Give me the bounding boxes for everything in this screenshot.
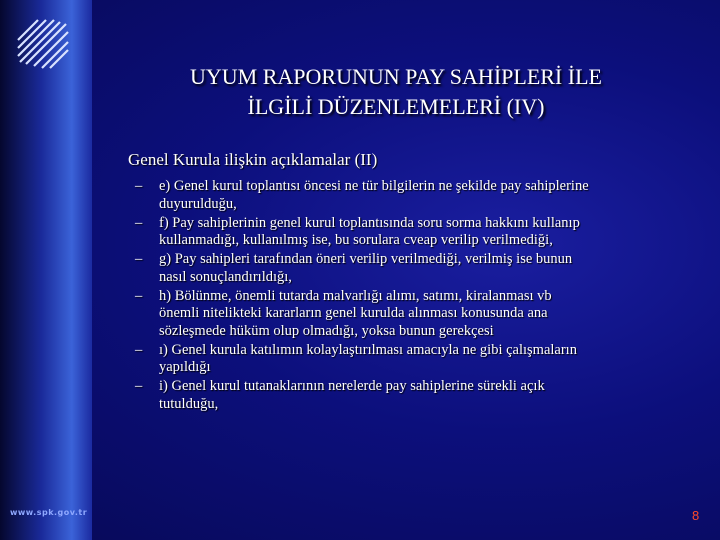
- list-item-line: e) Genel kurul toplantısı öncesi ne tür bilgilerin ne şekilde pay sahiplerine: [159, 178, 589, 194]
- left-sidebar-bar: [0, 0, 92, 540]
- list-item-line: nasıl sonuçlandırıldığı,: [159, 268, 292, 285]
- list-item-line: g) Pay sahipleri tarafından öneri verilip verilmediği, verilmiş ise bunun: [159, 251, 573, 267]
- bullet-list: [135, 178, 700, 415]
- list-item: [135, 215, 700, 250]
- slide-title-line-1: UYUM RAPORUNUN PAY SAHİPLERİ İLE: [190, 64, 602, 89]
- bullet-dash: –: [135, 178, 143, 194]
- list-item: [135, 251, 700, 286]
- list-item-line: i) Genel kurul tutanaklarının nerelerde pay sahiplerine sürekli açık: [159, 378, 545, 394]
- list-item-line: önemli nitelikteki kararların genel kurulda alınması konusunda ana: [159, 305, 548, 321]
- list-item-line: tutulduğu,: [159, 395, 219, 412]
- bullet-dash: –: [135, 251, 143, 267]
- list-item-line: ı) Genel kurula katılımın kolaylaştırılması amacıyla ne gibi çalışmaların: [159, 341, 577, 358]
- list-item-line: sözleşmede hüküm olup olmadığı, yoksa bunun gerekçesi: [159, 322, 494, 339]
- slide-subtitle: Genel Kurula ilişkin açıklamalar (II): [128, 150, 378, 169]
- page-number: 8: [692, 508, 700, 523]
- list-item-line: duyurulduğu,: [159, 195, 237, 212]
- list-item: [135, 378, 700, 413]
- slide-title-line-2: İLGİLİ DÜZENLEMELERİ (IV): [247, 94, 545, 119]
- bullet-dash: –: [135, 378, 143, 394]
- bullet-dash: –: [135, 287, 143, 304]
- list-item: [135, 288, 700, 341]
- list-item-line: yapıldığı: [159, 359, 211, 375]
- list-item-line: f) Pay sahiplerinin genel kurul toplantısında soru sorma hakkını kullanıp: [159, 214, 580, 231]
- slide-title: [96, 62, 696, 122]
- list-item: [135, 342, 700, 377]
- list-item-line: h) Bölünme, önemli tutarda malvarlığı alımı, satımı, kiralanması vb: [159, 287, 552, 304]
- website-label: www.spk.gov.tr: [10, 508, 88, 517]
- bullet-dash: –: [135, 341, 143, 358]
- list-item: [135, 178, 700, 213]
- list-item-line: kullanmadığı, kullanılmış ise, bu sorulara cveap verilip verilmediği,: [159, 232, 553, 248]
- bullet-dash: –: [135, 214, 143, 231]
- spk-logo-icon: [14, 16, 72, 72]
